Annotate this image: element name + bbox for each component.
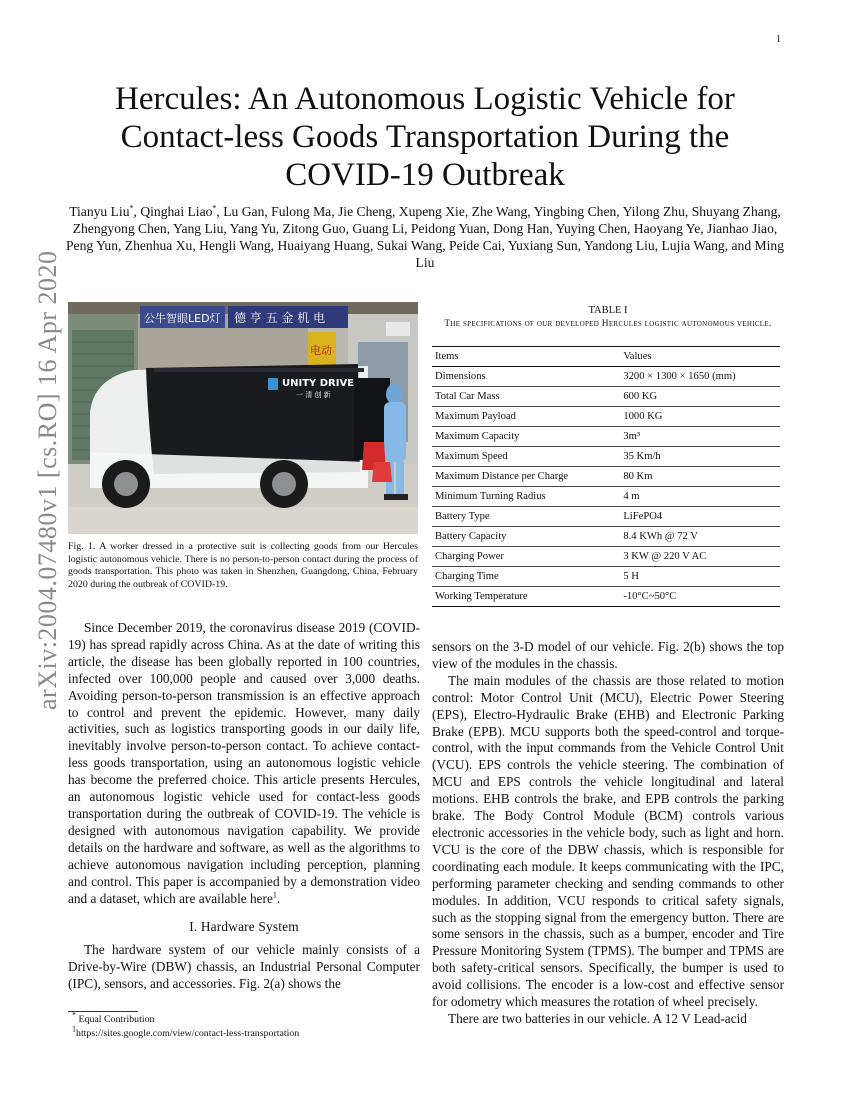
table-cell-item: Battery Capacity (432, 527, 619, 547)
table-cell-item: Maximum Payload (432, 407, 619, 427)
author-first: Tianyu Liu (69, 204, 130, 219)
table-cell-value: 80 Km (619, 467, 780, 487)
table-cell-value: 600 KG (619, 387, 780, 407)
table-cell-value: LiFePO4 (619, 507, 780, 527)
footnote-equal (68, 1010, 420, 1027)
table-cell-value: 4 m (619, 487, 780, 507)
footnotes (68, 1010, 420, 1040)
shop-sign-2: 德 亨 五 金 机 电 (234, 311, 326, 325)
table-cell-item: Dimensions (432, 367, 619, 387)
footnote-ref: 1 (272, 890, 277, 900)
table-cell-item: Maximum Capacity (432, 427, 619, 447)
author-list: Tianyu Liu*, Qinghai Liao*, Lu Gan, Fulong Ma, Jie Cheng, Xupeng Xie, Zhe Wang, Yingbing Chen, Yilong Zhu, Shuyang Zhang, Zhengyong Chen, Yang Liu, Yang Yu, Zitong Guo, Guang Li, Peidong Yuan, Dong Han, Yuying Chen, Haoyang Ye, Jianhao Jiao, Peng Yun, Zhenhua Xu, Hengli Wang, Huaiyang Huang, Sukai Wang, Peide Cai, Yuxiang Sun, Yandong Liu, Lujia Wang, and Ming Liu (66, 203, 784, 270)
table-cell-item: Minimum Turning Radius (432, 487, 619, 507)
table-header-row (432, 347, 780, 367)
table-cell-value: 3200 × 1300 × 1650 (mm) (619, 367, 780, 387)
table-row (432, 547, 780, 567)
intro-paragraph: Since December 2019, the coronavirus disease 2019 (COVID-19) has spread rapidly across China. As at the date of writing this article, the disease has been globally reported in 100 countries, infected over 100,000 people and caused over 3,000 deaths. Avoiding person-to-person transmission is an effective approach to control and prevent the epidemic. However, many daily activities, such as logistics transporting goods in our daily life, inevitably involve person-to-person contact. To achieve contact-less goods transportation, using an autonomous logistic vehicle has become the preferred choice. This article presents Hercules, an autonomous logistic vehicle used for contact-less goods transportation during the outbreak of COVID-19. The vehicle is designed with autonomous navigation capability. We provide details on the hardware and software, as well as the algorithms to achieve autonomous navigation including perception, planning and control. This paper is accompanied by a demonstration video and a dataset, which are available here$^1$. (68, 620, 420, 906)
shop-sign-3: 电动 (310, 344, 332, 357)
table-cell-item: Charging Time (432, 567, 619, 587)
author-rest: Lu Gan, Fulong Ma, Jie Cheng, Xupeng Xie, Zhe Wang, Yingbing Chen, Yilong Zhu, Shuyang Zhang, Zhengyong Chen, Yang Liu, Yang Yu, Zitong Guo, Guang Li, Peidong Yuan, Dong Han, Yuying Chen, Haoyang Ye, Jianhao Jiao, Peng Yun, Zhenhua Xu, Hengli Wang, Huaiyang Huang, Sukai Wang, Peide Cai, Yuxiang Sun, Yandong Liu, Lujia Wang, and Ming Liu (66, 204, 784, 270)
table-row (432, 567, 780, 587)
table-cell-value: 1000 KG (619, 407, 780, 427)
left-column (68, 620, 420, 993)
right-paragraph-3: There are two batteries in our vehicle. A 12 V Lead-acid (448, 1010, 747, 1026)
table-cell-value: 35 Km/h (619, 447, 780, 467)
table-cell-value: 5 H (619, 567, 780, 587)
equal-mark-1: * (129, 203, 134, 213)
footnote-equal-mark: * (72, 1010, 76, 1020)
author-second: Qinghai Liao (140, 204, 213, 219)
table-cell-item: Maximum Distance per Charge (432, 467, 619, 487)
right-paragraph-1: sensors on the 3-D model of our vehicle. Fig. 2(b) shows the top view of the modules in the chassis. (432, 639, 784, 671)
section-heading: I. Hardware System (189, 919, 299, 935)
table-row (432, 367, 780, 387)
table-row (432, 487, 780, 507)
footnote-url-mark: 1 (72, 1024, 76, 1034)
footnote-url-link[interactable]: https://sites.google.com/view/contact-less-transportation (76, 1027, 300, 1039)
vehicle-brand: UNITY DRIVE (282, 378, 355, 389)
hardware-paragraph: The hardware system of our vehicle mainly consists of a Drive-by-Wire (DBW) chassis, an Industrial Personal Computer (IPC), sensors, and accessories. Fig. 2(a) shows the (68, 942, 420, 992)
table-caption: The specifications of our developed Hercules logistic autonomous vehicle. (444, 319, 772, 329)
vehicle-illustration (68, 302, 418, 534)
specifications-table (432, 346, 780, 607)
table-row (432, 587, 780, 607)
table-cell-item: Working Temperature (432, 587, 619, 607)
footnote-equal-text: Equal Contribution (76, 1014, 155, 1025)
table-cell-item: Battery Type (432, 507, 619, 527)
right-paragraph-2: The main modules of the chassis are those related to motion control: Motor Control Unit (MCU), Electric Power Steering (EPS), Electro-Hydraulic Brake (EHB) and Electronic Parking Brake (EPB). MCU supports both the speed-control and torque-control, with the input commands from the Vehicle Control Unit (VCU). EPS controls the vehicle steering. The combination of MCU and EPS controls the vehicle longitudinal and lateral motions. EHB controls the brake, and EPB controls the parking brake. The Body Control Module (BCM) controls various electronic accessories in the vehicle body, such as light and horn. VCU is the core of the DBW chassis, which is responsible for coordinating each module. It keeps communicating with the IPC, performing parameter checking and sending commands to other modules. In addition, VCU responds to critical safety signals, such as the stopping signal from the emergency button. There are some sensors in the chassis, such as a bumper, encoder and Tire Pressure Monitoring System (TPMS). The bumper and TPMS are both safety-critical sensors. Specifically, the bumper is used to avoid collisions. The encoder is a low-cost and effective sensor for odometry which measures the rotation of wheel precisely. (432, 672, 784, 1010)
table-row (432, 507, 780, 527)
table-cell-item: Maximum Speed (432, 447, 619, 467)
table-row (432, 467, 780, 487)
table-row (432, 387, 780, 407)
table-cell-value: -10°C~50°C (619, 587, 780, 607)
arxiv-identifier: arXiv:2004.07480v1 [cs.RO] 16 Apr 2020 (33, 250, 62, 710)
shop-sign-1: 公牛智眼LED灯 (144, 312, 221, 325)
table-cell-value: 3m³ (619, 427, 780, 447)
table-cell-item: Total Car Mass (432, 387, 619, 407)
table-row (432, 527, 780, 547)
footnote-divider (68, 1011, 138, 1012)
table-cell-value: 3 KW @ 220 V AC (619, 547, 780, 567)
figure-vehicle-photo (68, 302, 418, 534)
table-row (432, 407, 780, 427)
table-label: TABLE I (588, 305, 628, 316)
table-cell-item: Charging Power (432, 547, 619, 567)
table-row (432, 427, 780, 447)
table-row (432, 447, 780, 467)
page-number: 1 (776, 34, 781, 45)
table-cell-value: 8.4 KWh @ 72 V (619, 527, 780, 547)
figure-caption: Fig. 1. A worker dressed in a protective suit is collecting goods from our Hercules logistic autonomous vehicle. There is no person-to-person contact during the process of goods transportation. This photo was taken in Shenzhen, Guangdong, China, February 2020 during the outbreak of COVID-19. (68, 541, 418, 590)
table-header-values: Values (619, 347, 780, 367)
intro-text: Since December 2019, the coronavirus disease 2019 (COVID-19) has spread rapidly across China. As at the date of writing this article, the disease has been globally reported in 100 countries, infected over 100,000 people and caused over 3,000 deaths. Avoiding person-to-person transmission is an effective approach to control and prevent the epidemic. However, many daily activities, such as logistics transporting goods in our daily life, inevitably involve person-to-person contact. To achieve contact-less goods transportation, using an autonomous logistic vehicle has become the preferred choice. This article presents Hercules, an autonomous logistic vehicle used for contact-less goods transportation during the outbreak of COVID-19. The vehicle is designed with autonomous navigation capability. We provide details on the hardware and software, as well as the algorithms to achieve autonomous navigation including perception, planning and control. This paper is accompanied by a demonstration video and a dataset, which are available here (68, 620, 420, 906)
table-header-items: Items (432, 347, 619, 367)
equal-mark-2: * (212, 203, 217, 213)
right-column (432, 639, 784, 1028)
footnote-url (68, 1024, 420, 1041)
paper-title: Hercules: An Autonomous Logistic Vehicle for Contact-less Goods Transportation During the COVID-19 Outbreak (115, 81, 735, 193)
vehicle-brand-cn: 一 清 创 新 (296, 391, 331, 399)
